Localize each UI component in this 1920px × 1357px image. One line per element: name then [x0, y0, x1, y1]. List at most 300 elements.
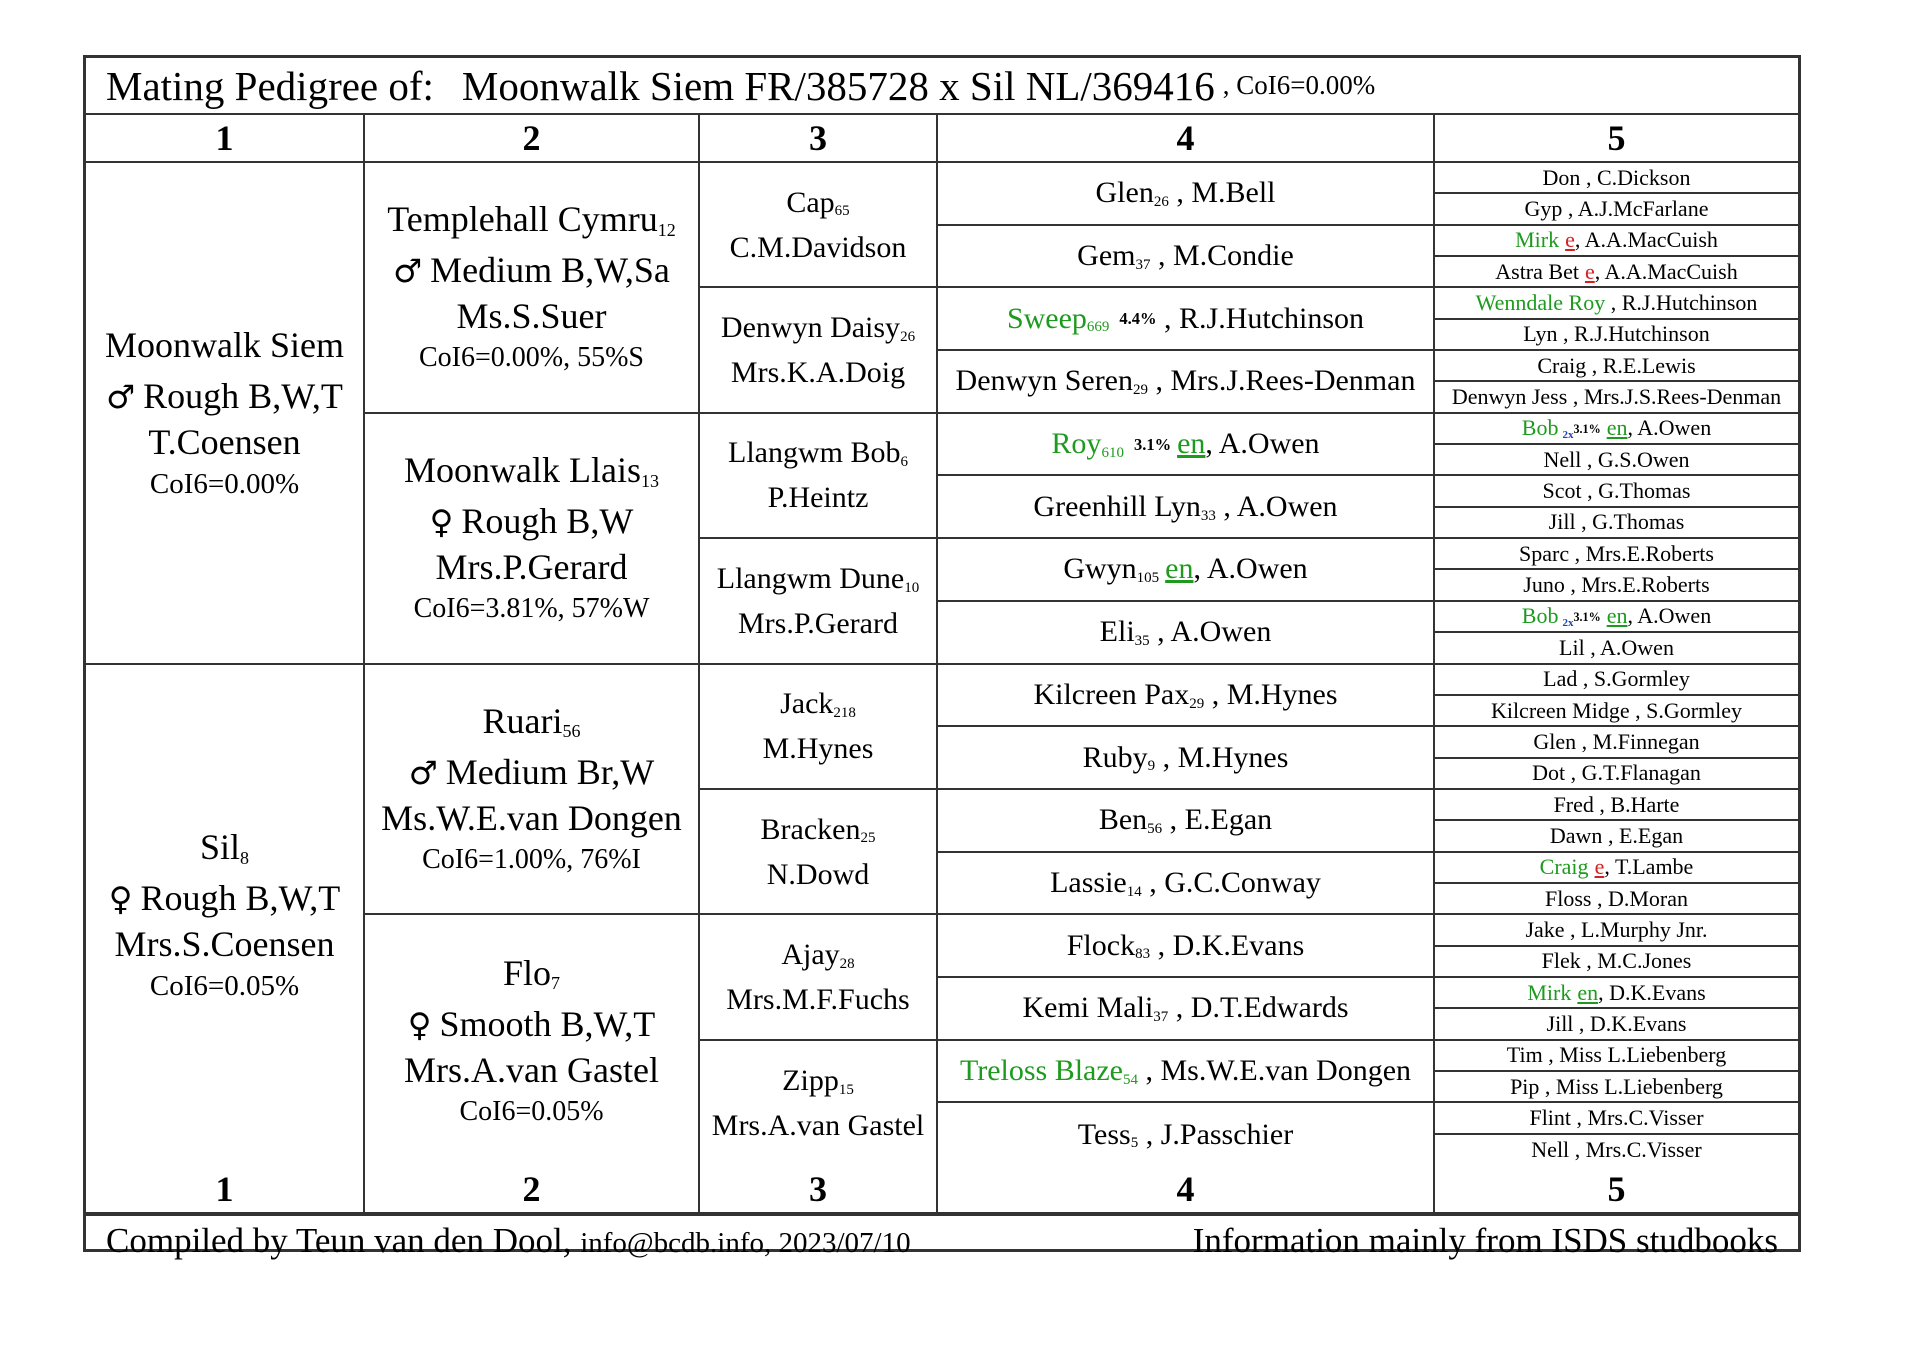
dog-line	[1549, 509, 1685, 535]
dog-name: Glen	[1533, 728, 1577, 754]
dog-owner: Ms.W.E.van Dongen	[1160, 1053, 1412, 1087]
dog-owner: Mrs.P.Gerard	[738, 606, 898, 640]
dog-id-sub	[1131, 1135, 1139, 1151]
dog-owner: R.J.Hutchinson	[1574, 321, 1710, 347]
dog-owner: E.Egan	[1618, 822, 1684, 848]
dog-coi: CoI6=1.00%, 76%I	[422, 843, 641, 875]
dog-name: Pip	[1510, 1073, 1540, 1099]
gen5-dog-25	[1435, 915, 1798, 946]
gen1-dog-2	[86, 665, 365, 1167]
dog-name: Moonwalk Llais	[404, 450, 641, 491]
gen5-dog-11	[1435, 476, 1798, 507]
separator: ,	[1150, 239, 1173, 273]
gen3-dog-3	[700, 414, 938, 539]
dog-line	[1537, 353, 1695, 379]
dog-name-line	[200, 825, 249, 876]
separator: ,	[1564, 572, 1582, 598]
dog-name: Kemi Mali	[1022, 991, 1154, 1025]
dog-id-sub	[551, 973, 560, 993]
dog-coi: CoI6=0.05%	[149, 970, 300, 1003]
gen5-dog-19	[1435, 727, 1798, 758]
dog-owner: Mrs.S.Coensen	[114, 924, 335, 965]
dog-id: 35	[1134, 632, 1150, 649]
registration-mark: en	[1606, 415, 1628, 441]
dog-name: Craig	[1539, 854, 1589, 880]
gen5-dog-13	[1435, 539, 1798, 570]
sex-icon: ♂	[106, 377, 136, 416]
dog-owner: Mrs.E.Roberts	[1581, 572, 1710, 598]
dog-id-sub	[658, 220, 676, 240]
gen3-dog-5	[700, 665, 938, 790]
dog-name: Llangwm Dune	[716, 561, 905, 595]
header-bottom-col-3	[700, 1166, 938, 1214]
dog-name: Jack	[780, 687, 834, 721]
column-number: 2	[522, 1169, 541, 1209]
dog-owner: E.Egan	[1184, 803, 1273, 837]
dog-name: Lil	[1559, 634, 1585, 660]
dog-owner: Mrs.J.Rees-Denman	[1170, 364, 1416, 398]
dog-line	[1554, 792, 1680, 818]
dog-name: Jake	[1525, 916, 1565, 942]
separator: ,	[1539, 1073, 1556, 1099]
dog-description: Rough B,W	[461, 501, 634, 542]
dog-owner: D.T.Edwards	[1190, 991, 1349, 1025]
dog-name: Lad	[1543, 666, 1578, 692]
separator: ,	[1193, 552, 1207, 586]
gen5-dog-6	[1435, 320, 1798, 351]
gen5-dog-22	[1435, 821, 1798, 852]
gen4-dog-13	[938, 915, 1435, 978]
dog-name: Astra Bet	[1495, 258, 1579, 284]
coi-contribution: 3.1%	[1573, 422, 1601, 437]
gen5-dog-1	[1435, 163, 1798, 194]
separator: ,	[1584, 634, 1601, 660]
dog-name-line	[721, 308, 915, 353]
separator: ,	[1205, 427, 1219, 461]
gen5-dog-9	[1435, 414, 1798, 445]
dog-line	[1099, 803, 1272, 837]
separator: ,	[1577, 666, 1594, 692]
dog-line	[1543, 447, 1689, 473]
separator: ,	[1141, 865, 1165, 899]
separator: ,	[1138, 1117, 1161, 1151]
dog-name: Mirk	[1527, 979, 1572, 1005]
separator: ,	[1567, 384, 1584, 410]
separator: ,	[1571, 1104, 1588, 1130]
dog-id: 37	[1153, 1009, 1169, 1026]
gen4-dog-11	[938, 790, 1435, 853]
column-number: 4	[1176, 118, 1195, 158]
dog-desc-line	[106, 374, 343, 420]
separator: ,	[1215, 489, 1237, 523]
dog-name-line	[728, 433, 908, 478]
separator: ,	[1150, 928, 1173, 962]
registration-mark: en	[1165, 552, 1194, 586]
dog-id: 83	[1135, 946, 1151, 963]
dog-owner: A.Owen	[1637, 603, 1712, 629]
registration-mark: en	[1177, 427, 1206, 461]
dog-name: Tim	[1506, 1042, 1543, 1068]
repeat-marker: 2x	[1562, 617, 1574, 630]
gen4-dog-2	[938, 226, 1435, 289]
dog-id-sub	[1153, 1009, 1168, 1025]
dog-name: Lassie	[1050, 865, 1127, 899]
dog-line	[1542, 948, 1692, 974]
dog-id-sub	[1201, 508, 1216, 524]
dog-name: Gyp	[1524, 196, 1563, 222]
dog-line	[1522, 415, 1711, 441]
dog-line	[1543, 165, 1691, 191]
gen5-dog-21	[1435, 790, 1798, 821]
gen4-dog-9	[938, 665, 1435, 728]
header-bottom-col-2	[365, 1166, 700, 1214]
dog-id-sub	[641, 471, 659, 491]
separator: ,	[1580, 164, 1597, 190]
dog-line	[1022, 991, 1348, 1025]
dog-owner: G.Thomas	[1598, 478, 1691, 504]
dog-id: 28	[839, 955, 855, 972]
dog-name: Floss	[1544, 885, 1592, 911]
dog-id: 37	[1135, 256, 1151, 273]
dog-id: 669	[1086, 319, 1110, 336]
dog-owner: G.T.Flanagan	[1581, 760, 1701, 786]
dog-owner: M.Hynes	[762, 732, 874, 766]
gen5-dog-3	[1435, 226, 1798, 257]
separator: ,	[1148, 364, 1171, 398]
registration-mark: en	[1606, 603, 1628, 629]
gen5-dog-15	[1435, 602, 1798, 633]
separator: ,	[1629, 697, 1647, 723]
separator: ,	[1605, 290, 1622, 316]
dog-id: 54	[1123, 1071, 1138, 1088]
dog-line	[1531, 1137, 1701, 1163]
dog-id: 29	[1133, 382, 1148, 399]
dog-id-sub	[904, 580, 919, 596]
pedigree-footer	[86, 1214, 1798, 1265]
dog-name: Flint	[1529, 1104, 1572, 1130]
dog-name: Bob	[1521, 603, 1559, 629]
dog-name: Llangwm Bob	[728, 436, 901, 470]
dog-id-sub	[840, 956, 855, 972]
dog-id: 12	[657, 219, 676, 240]
dog-name: Dawn	[1549, 822, 1603, 848]
dog-line	[956, 364, 1416, 398]
separator: ,	[1581, 478, 1599, 504]
dog-line	[1077, 239, 1294, 273]
separator: ,	[1168, 176, 1192, 210]
dog-line	[1545, 886, 1688, 912]
dog-line	[1559, 635, 1674, 661]
dog-description: Rough B,W,T	[140, 878, 341, 919]
separator: ,	[1542, 1042, 1560, 1068]
separator: ,	[1593, 791, 1611, 817]
dog-owner: A.Owen	[1206, 552, 1308, 586]
dog-name: Denwyn Daisy	[720, 311, 901, 345]
dog-id: 65	[834, 203, 850, 220]
dog-line	[1100, 615, 1272, 649]
gen4-dog-6	[938, 476, 1435, 539]
gen5-dog-7	[1435, 351, 1798, 382]
gen3-dog-1	[700, 163, 938, 288]
gen5-dog-5	[1435, 288, 1798, 319]
dog-id-sub	[839, 1082, 854, 1098]
title-label: Mating Pedigree of:	[106, 62, 434, 109]
dog-owner: M.Finnegan	[1592, 728, 1700, 754]
dog-name: Scot	[1542, 478, 1582, 504]
dog-id: 7	[551, 973, 561, 994]
dog-name: Jill	[1548, 509, 1576, 535]
separator: ,	[1576, 728, 1593, 754]
gen3-dog-6	[700, 790, 938, 915]
gen2-dog-4	[365, 915, 700, 1166]
dog-line	[1527, 980, 1705, 1006]
dog-name: Ruari	[482, 700, 563, 741]
dog-owner: Mrs.A.van Gastel	[404, 1049, 659, 1090]
separator: ,	[1586, 352, 1603, 378]
dog-line	[1050, 866, 1321, 900]
dog-owner: D.K.Evans	[1172, 928, 1305, 962]
title-coi: , CoI6=0.00%	[1222, 70, 1376, 100]
gen3-dog-7	[700, 915, 938, 1040]
dog-name-line	[780, 684, 856, 729]
gen3-dog-4	[700, 539, 938, 664]
dog-id-sub	[1148, 758, 1156, 774]
header-top-col-4	[938, 115, 1435, 163]
dog-owner: R.J.Hutchinson	[1621, 290, 1758, 316]
separator: ,	[1564, 916, 1582, 942]
dog-id: 6	[900, 454, 908, 471]
dog-id-sub	[860, 830, 875, 846]
separator: ,	[1156, 301, 1180, 335]
dog-id: 5	[1130, 1135, 1139, 1152]
dog-name: Kilcreen Midge	[1490, 697, 1630, 723]
dog-id-sub	[1123, 1072, 1138, 1088]
dog-owner: A.A.MacCuish	[1584, 227, 1718, 253]
dog-owner: T.Coensen	[148, 421, 301, 462]
gen5-dog-29	[1435, 1041, 1798, 1072]
column-number: 5	[1607, 1169, 1626, 1209]
separator: ,	[1580, 948, 1598, 974]
dog-coi: CoI6=0.05%	[459, 1095, 604, 1127]
column-number: 3	[809, 118, 827, 158]
dog-line	[1510, 1074, 1723, 1100]
gen5-dog-30	[1435, 1072, 1798, 1103]
dog-id: 15	[838, 1082, 854, 1099]
dog-line	[960, 1054, 1411, 1088]
dog-line	[1523, 572, 1709, 598]
dog-owner: A.A.MacCuish	[1604, 258, 1738, 284]
separator: ,	[1574, 227, 1585, 253]
dog-name-line	[387, 197, 675, 248]
dog-line	[1519, 541, 1714, 567]
dog-line	[1078, 1118, 1293, 1152]
dog-id: 13	[640, 470, 659, 491]
dog-owner: C.M.Davidson	[729, 230, 907, 264]
dog-name: Denwyn Jess	[1451, 384, 1568, 410]
dog-name: Roy	[1051, 427, 1102, 461]
gen5-dog-26	[1435, 947, 1798, 978]
dog-description: Rough B,W,T	[143, 375, 343, 416]
dog-name: Tess	[1077, 1117, 1131, 1151]
dog-id-sub	[1127, 884, 1142, 900]
dog-coi: CoI6=3.81%, 57%W	[413, 593, 650, 625]
dog-name: Ruby	[1082, 740, 1148, 774]
gen2-dog-3	[365, 665, 700, 916]
dog-name: Flo	[502, 952, 552, 993]
separator: ,	[1598, 979, 1610, 1005]
dog-line	[1051, 427, 1319, 461]
column-number: 5	[1607, 118, 1626, 158]
dog-name-line	[786, 183, 849, 228]
sex-icon: ♀	[108, 880, 133, 919]
dog-name-line	[483, 699, 581, 750]
dog-owner: D.K.Evans	[1609, 979, 1706, 1005]
dog-name: Cap	[786, 185, 835, 219]
dog-owner: A.Owen	[1600, 634, 1674, 660]
header-top-col-5	[1435, 115, 1798, 163]
column-number: 2	[522, 118, 541, 158]
separator: ,	[1581, 446, 1598, 472]
dog-id: 610	[1101, 444, 1124, 461]
dog-id-sub	[1189, 696, 1204, 712]
dog-line	[1007, 302, 1364, 336]
dog-owner: Mrs.J.S.Rees-Denman	[1583, 384, 1782, 410]
gen4-dog-3	[938, 288, 1435, 351]
dog-owner: Miss L.Liebenberg	[1555, 1073, 1723, 1099]
dog-id-sub	[1133, 382, 1148, 398]
dog-name: Glen	[1095, 176, 1154, 210]
dog-owner: Mrs.A.van Gastel	[711, 1109, 925, 1143]
dog-line	[1452, 384, 1781, 410]
dog-line	[1476, 290, 1758, 316]
dog-name: Wenndale Roy	[1475, 290, 1606, 316]
dog-id: 105	[1136, 570, 1160, 587]
dog-line	[1533, 729, 1699, 755]
dog-owner: C.Dickson	[1596, 164, 1691, 190]
dog-name: Flek	[1541, 948, 1581, 974]
dog-desc-line	[393, 248, 670, 294]
dog-desc-line	[409, 750, 655, 796]
dog-name: Mirk	[1515, 227, 1560, 253]
gen5-dog-8	[1435, 382, 1798, 413]
sex-icon: ♂	[393, 252, 423, 291]
dog-owner: P.Heintz	[767, 481, 869, 515]
separator: ,	[1149, 615, 1171, 649]
gen5-dog-2	[1435, 194, 1798, 225]
separator: ,	[1627, 603, 1638, 629]
dog-line	[1083, 741, 1289, 775]
dog-name-line	[105, 323, 344, 374]
dog-owner: M.Bell	[1191, 176, 1276, 210]
column-number: 1	[215, 1169, 234, 1209]
dog-id-sub	[1154, 194, 1169, 210]
dog-name: Fred	[1553, 791, 1594, 817]
dog-name: Sil	[199, 827, 241, 868]
dog-owner: N.Dowd	[766, 857, 870, 891]
dog-description: Medium Br,W	[445, 751, 655, 792]
dog-name: Jill	[1546, 1010, 1574, 1036]
gen4-dog-1	[938, 163, 1435, 226]
dog-id-sub	[900, 329, 915, 345]
dog-name: Eli	[1099, 615, 1135, 649]
gen5-dog-14	[1435, 570, 1798, 601]
dog-name-line	[503, 951, 560, 1002]
dog-name: Sparc	[1519, 540, 1570, 566]
dog-owner: S.Gormley	[1593, 666, 1690, 692]
gen3-dog-2	[700, 288, 938, 413]
dog-line	[1543, 666, 1690, 692]
dog-id: 218	[833, 704, 856, 721]
dog-owner: D.Moran	[1607, 885, 1689, 911]
dog-id-sub	[1101, 445, 1124, 461]
dog-name: Flock	[1066, 928, 1136, 962]
dog-owner: G.C.Conway	[1164, 865, 1321, 899]
dog-line	[1547, 1011, 1687, 1037]
gen5-dog-16	[1435, 633, 1798, 664]
gen3-dog-8	[700, 1041, 938, 1166]
dog-owner: M.C.Jones	[1597, 948, 1692, 974]
gen1-dog-1	[86, 163, 365, 665]
dog-line	[1532, 760, 1701, 786]
separator: ,	[1602, 822, 1619, 848]
separator: ,	[1155, 740, 1178, 774]
dog-id: 8	[240, 847, 250, 868]
dog-name: Don	[1542, 164, 1581, 190]
dog-name: Juno	[1523, 572, 1565, 598]
registration-mark: e	[1584, 258, 1595, 284]
gen4-dog-15	[938, 1041, 1435, 1104]
gen4-dog-16	[938, 1103, 1435, 1166]
dog-name: Nell	[1543, 446, 1582, 472]
separator: ,	[1557, 321, 1575, 347]
pedigree-table	[83, 55, 1801, 1260]
column-number: 4	[1176, 1169, 1195, 1209]
dog-line	[1067, 929, 1305, 963]
dog-name: Gwyn	[1063, 552, 1137, 586]
title-mating: Moonwalk Siem FR/385728 x Sil NL/369416	[461, 62, 1215, 109]
dog-line	[1495, 259, 1737, 285]
dog-owner: G.Thomas	[1592, 509, 1685, 535]
dog-id: 33	[1200, 507, 1216, 524]
separator: ,	[1162, 803, 1185, 837]
dog-owner: Mrs.P.Gerard	[435, 547, 628, 588]
dog-desc-line	[430, 499, 634, 545]
dog-name-line	[781, 935, 854, 980]
dog-id-sub	[1135, 946, 1150, 962]
sex-icon: ♀	[407, 1005, 432, 1044]
dog-name: Bob	[1521, 415, 1559, 441]
separator: ,	[1573, 1010, 1590, 1036]
dog-owner: R.J.Hutchinson	[1179, 301, 1365, 335]
dog-line	[1507, 1042, 1726, 1068]
separator: ,	[1594, 258, 1605, 284]
gen2-dog-1	[365, 163, 700, 414]
dog-id: 56	[1147, 820, 1163, 837]
header-top-col-2	[365, 115, 700, 163]
dog-owner: S.Gormley	[1646, 697, 1743, 723]
dog-owner: A.J.McFarlane	[1577, 196, 1709, 222]
gen5-dog-32	[1435, 1135, 1798, 1166]
dog-owner: Mrs.C.Visser	[1585, 1137, 1702, 1163]
gen5-dog-31	[1435, 1103, 1798, 1134]
dog-name: Bracken	[760, 812, 861, 846]
separator: ,	[1168, 991, 1191, 1025]
dog-line	[1523, 321, 1709, 347]
gen4-dog-12	[938, 853, 1435, 916]
coi-contribution: 3.1%	[1573, 610, 1601, 625]
separator: ,	[1562, 196, 1578, 222]
gen5-dog-20	[1435, 759, 1798, 790]
